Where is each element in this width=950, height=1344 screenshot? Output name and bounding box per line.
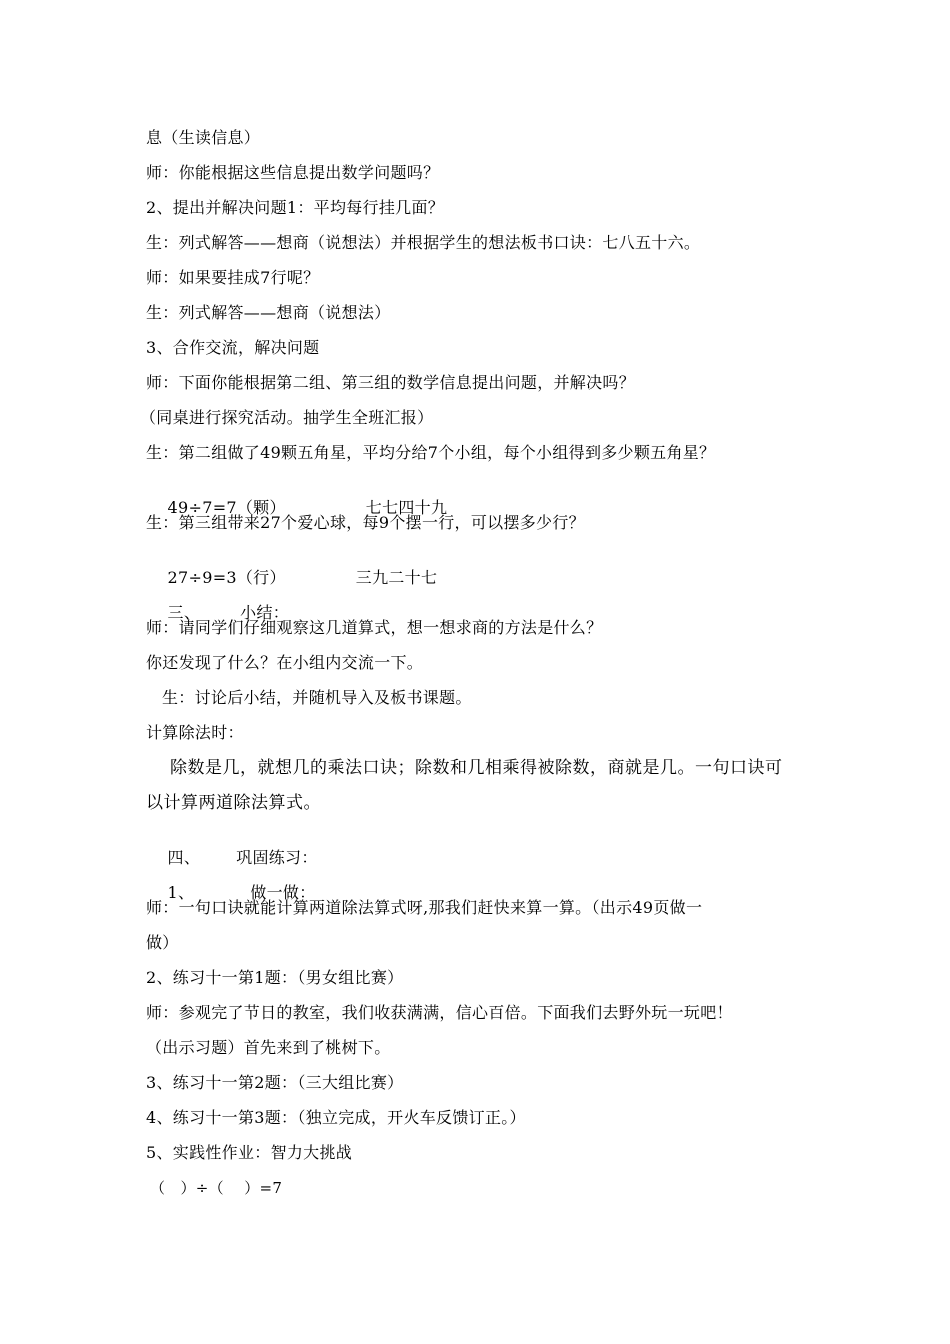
text-line: 做） [146, 933, 179, 952]
section-title: 巩固练习： [236, 848, 318, 867]
equation: 27÷9=3（行） [167, 568, 286, 587]
text-line: 计算除法时： [146, 723, 244, 742]
text-line: 生：讨论后小结，并随机导入及板书课题。 [162, 688, 472, 707]
exercise-item: 4、练习十一第3题：（独立完成，开火车反馈订正。） [146, 1108, 526, 1127]
text-line: 生：第二组做了49颗五角星，平均分给7个小组，每个小组得到多少颗五角星？ [146, 443, 716, 462]
text-line: 息（生读信息） [146, 128, 261, 147]
text-line: 师：下面你能根据第二组、第三组的数学信息提出问题，并解决吗？ [146, 373, 636, 392]
multiplication-rhyme: 三九二十七 [355, 568, 438, 587]
text-line: 师：你能根据这些信息提出数学问题吗？ [146, 163, 440, 182]
section-number: 四、 [167, 848, 201, 867]
text-line: 生：第三组带来27个爱心球，每9个摆一行，可以摆多少行？ [146, 513, 585, 532]
exercise-title: 做一做： [250, 883, 316, 902]
text-line: 生：列式解答——想商（说想法）并根据学生的想法板书口诀：七八五十六。 [146, 233, 701, 252]
exercise-number: 1、 [167, 883, 195, 902]
text-line: 师：一句口诀就能计算两道除法算式呀,那我们赶快来算一算。（出示49页做一 [146, 898, 703, 917]
equation: 49÷7=7（颗） [167, 498, 286, 517]
text-line: 师：如果要挂成7行呢？ [146, 268, 320, 287]
text-line: 以计算两道除法算式。 [146, 793, 321, 813]
text-line: 师：参观完了节日的教室，我们收获满满，信心百倍。下面我们去野外玩一玩吧！ [146, 1003, 733, 1022]
text-line: 你还发现了什么？在小组内交流一下。 [146, 653, 424, 672]
exercise-item: 5、实践性作业：智力大挑战 [146, 1143, 353, 1162]
section-heading: 3、合作交流，解决问题 [146, 338, 320, 357]
text-line: （出示习题）首先来到了桃树下。 [146, 1038, 391, 1057]
text-line: 除数是几，就想几的乘法口诀；除数和几相乘得被除数，商就是几。一句口诀可 [170, 758, 783, 778]
challenge-equation: （ ）÷（ ）=7 [150, 1179, 283, 1197]
text-line: 2、提出并解决问题1：平均每行挂几面？ [146, 198, 445, 217]
exercise-item: 3、练习十一第2题：（三大组比赛） [146, 1073, 404, 1092]
section-number: 三、 [167, 603, 201, 622]
text-line: 师：请同学们仔细观察这几道算式，想一想求商的方法是什么？ [146, 618, 603, 637]
exercise-item: 2、练习十一第1题：（男女组比赛） [146, 968, 404, 987]
text-line: 生：列式解答——想商（说想法） [146, 303, 391, 322]
section-title: 小结： [240, 603, 290, 622]
multiplication-rhyme: 七七四十九 [365, 498, 448, 517]
text-line: （同桌进行探究活动。抽学生全班汇报） [140, 408, 434, 427]
